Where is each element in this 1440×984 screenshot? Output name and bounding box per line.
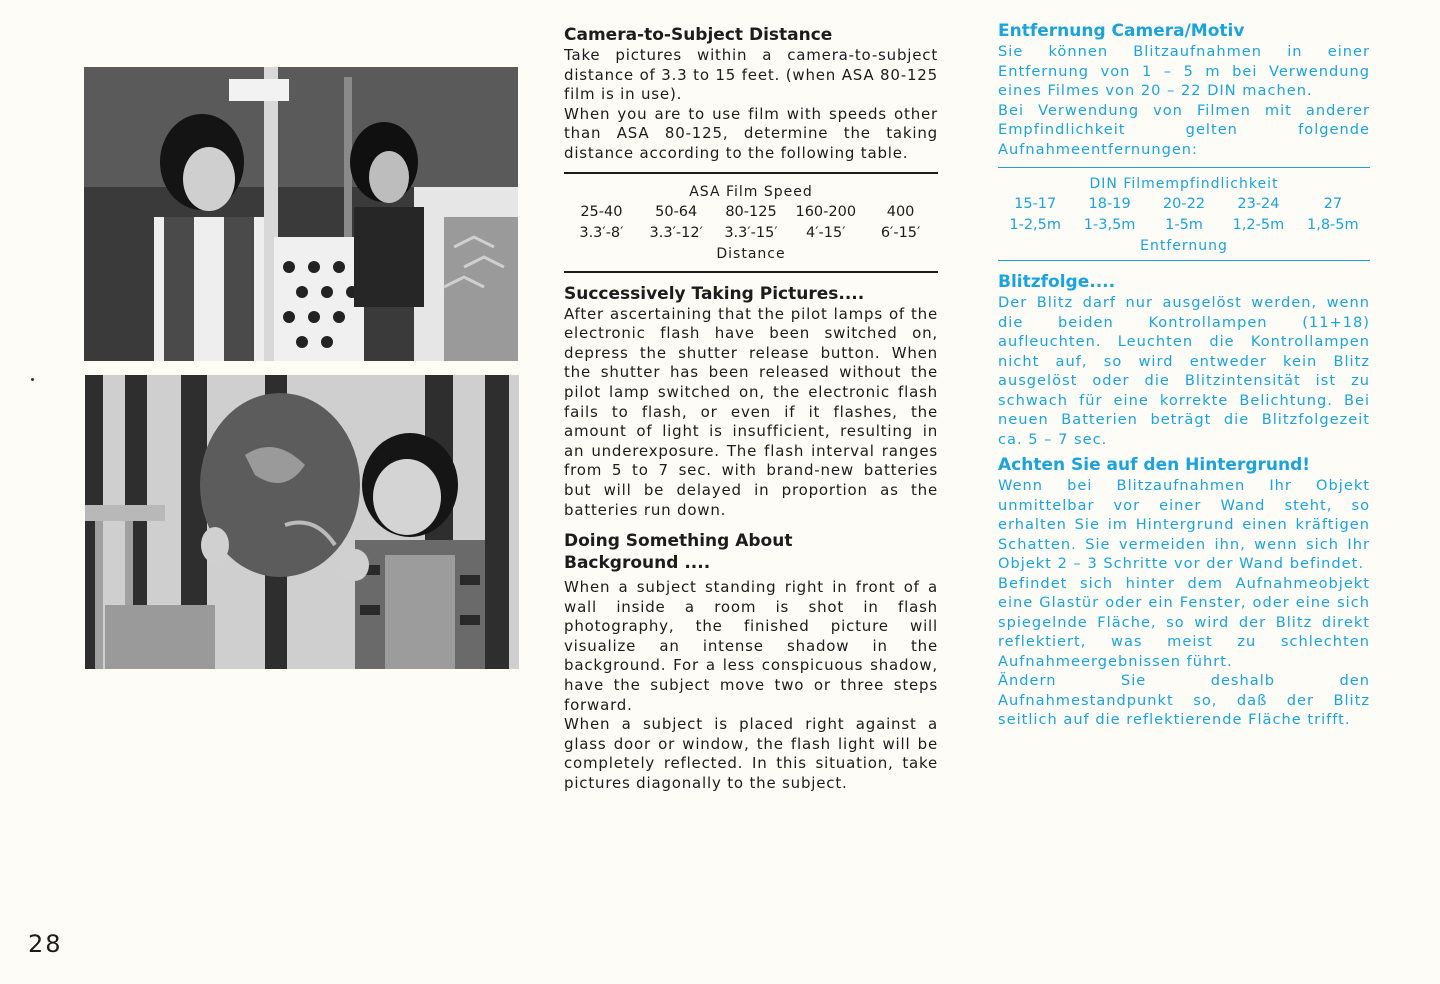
paragraph: When you are to use film with speeds other than ASA 80-125, determine the taking distance according to the following table. — [564, 104, 938, 162]
paragraph: Befindet sich hinter dem Aufnahmeobjekt eine Glastür oder ein Fenster, oder eine sich spiegelnde Fläche, so wird der Blitz direkt reflektiert, was meist zu schlechten Aufnahmeergebnissen führt. — [998, 574, 1370, 670]
film-speed-table — [998, 167, 1370, 261]
table-cell: 1,8-5m — [1307, 217, 1359, 233]
table-cell: 1-3,5m — [1083, 217, 1136, 233]
paragraph: When a subject is placed right against a glass door or window, the flash light will be completely reflected. In this situation, take pictures diagonally to the subject. — [564, 715, 938, 793]
photo-child-with-balloon — [85, 375, 519, 669]
table-cell: 18-19 — [1088, 196, 1131, 212]
table-cell: 23-24 — [1237, 196, 1280, 212]
german-column — [998, 20, 1370, 730]
table-footer: Distance — [716, 245, 786, 262]
table-cell: 25-40 — [580, 203, 623, 220]
table-cell: 15-17 — [1014, 196, 1057, 212]
stray-dot — [31, 378, 34, 381]
film-speed-table — [564, 172, 938, 273]
photo-women-shopping — [84, 67, 518, 361]
section-successive — [564, 283, 938, 521]
paragraph: Take pictures within a camera-to-subject distance of 3.3 to 15 feet. (when ASA 80-125 film is in use). — [564, 46, 938, 104]
table-row-speeds — [564, 202, 938, 223]
section-heading: Entfernung Camera/Motiv — [998, 21, 1245, 41]
page-number: 28 — [28, 930, 63, 958]
table-cell: 3.3′-12′ — [649, 224, 703, 241]
section-blitzfolge — [998, 271, 1370, 449]
table-cell: 1-5m — [1165, 217, 1203, 233]
section-heading: Camera-to-Subject Distance — [564, 25, 833, 45]
table-row-distances — [564, 223, 938, 244]
paragraph: When a subject standing right in front of a wall inside a room is shot in flash photography, the finished picture will visualize an intense shadow in the background. For a less conspicuous shadow, have the subject move two or three steps forward. — [564, 578, 938, 714]
table-cell: 400 — [886, 203, 915, 220]
section-heading: Doing Something About Background .... — [564, 531, 793, 574]
table-cell: 80-125 — [725, 203, 777, 220]
table-cell: 4′-15′ — [806, 224, 846, 241]
table-footer: Entfernung — [1140, 238, 1228, 254]
paragraph: After ascertaining that the pilot lamps of the electronic flash have been switched on, depress the shutter release button. When the shutter has been released without the pilot lamp switched on, the electronic flash fails to flash, or even if it flashes, the amount of light is insufficient, resulting in an underexposure. The flash interval ranges from 5 to 7 sec. with brand-new batteries but will be delayed in proportion as the batteries run down. — [564, 304, 938, 519]
section-heading: Successively Taking Pictures.... — [564, 283, 865, 304]
section-heading: Blitzfolge.... — [998, 272, 1116, 292]
paragraph: Wenn bei Blitzaufnahmen Ihr Objekt unmittelbar vor einer Wand steht, so erhalten Sie im Hintergrund einen kräftigen Schatten. Sie vermeiden ihn, wenn sich Ihr Objekt 2 – 3 Schritte vor der Wand befindet. — [998, 477, 1370, 572]
paragraph: Sie können Blitzaufnahmen in einer Entfernung von 1 – 5 m bei Verwendung eines Filmes von 20 – 22 DIN machen. — [998, 43, 1370, 99]
table-cell: 6′-15′ — [880, 224, 921, 241]
table-cell: 1-2,5m — [1009, 217, 1062, 233]
section-hintergrund — [998, 454, 1370, 730]
section-heading: Achten Sie auf den Hintergrund! — [998, 455, 1311, 475]
section-background — [564, 530, 938, 794]
table-row-distances — [998, 215, 1370, 236]
paragraph: Der Blitz darf nur ausgelöst werden, wenn die beiden Kontrollampen (11+18) aufleuchten. Leuchten die Kontrollampen nicht auf, so wird entweder kein Blitz ausgelöst oder die Blitzintensität ist zu schwach für eine korrekte Belichtung. Bei neuen Batterien beträgt die Blitzfolgezeit ca. 5 – 7 sec. — [998, 294, 1370, 448]
table-cell: 3.3′-15′ — [724, 224, 778, 241]
paragraph: Ändern Sie deshalb den Aufnahmestandpunkt so, daß der Blitz seitlich auf die reflektierende Fläche trifft. — [998, 672, 1370, 728]
english-column — [564, 24, 938, 794]
table-header: ASA Film Speed — [689, 183, 813, 200]
paragraph: Bei Verwendung von Filmen mit anderer Empfindlichkeit gelten folgende Aufnahmeentfernungen: — [998, 101, 1370, 158]
table-cell: 1,2-5m — [1232, 217, 1285, 233]
table-cell: 27 — [1323, 196, 1343, 212]
table-cell: 3.3′-8′ — [579, 224, 624, 241]
table-cell: 160-200 — [795, 203, 857, 220]
table-cell: 50-64 — [655, 203, 698, 220]
table-header: DIN Filmempfindlichkeit — [1089, 176, 1279, 192]
table-cell: 20-22 — [1162, 196, 1206, 212]
table-row-speeds — [998, 194, 1370, 215]
